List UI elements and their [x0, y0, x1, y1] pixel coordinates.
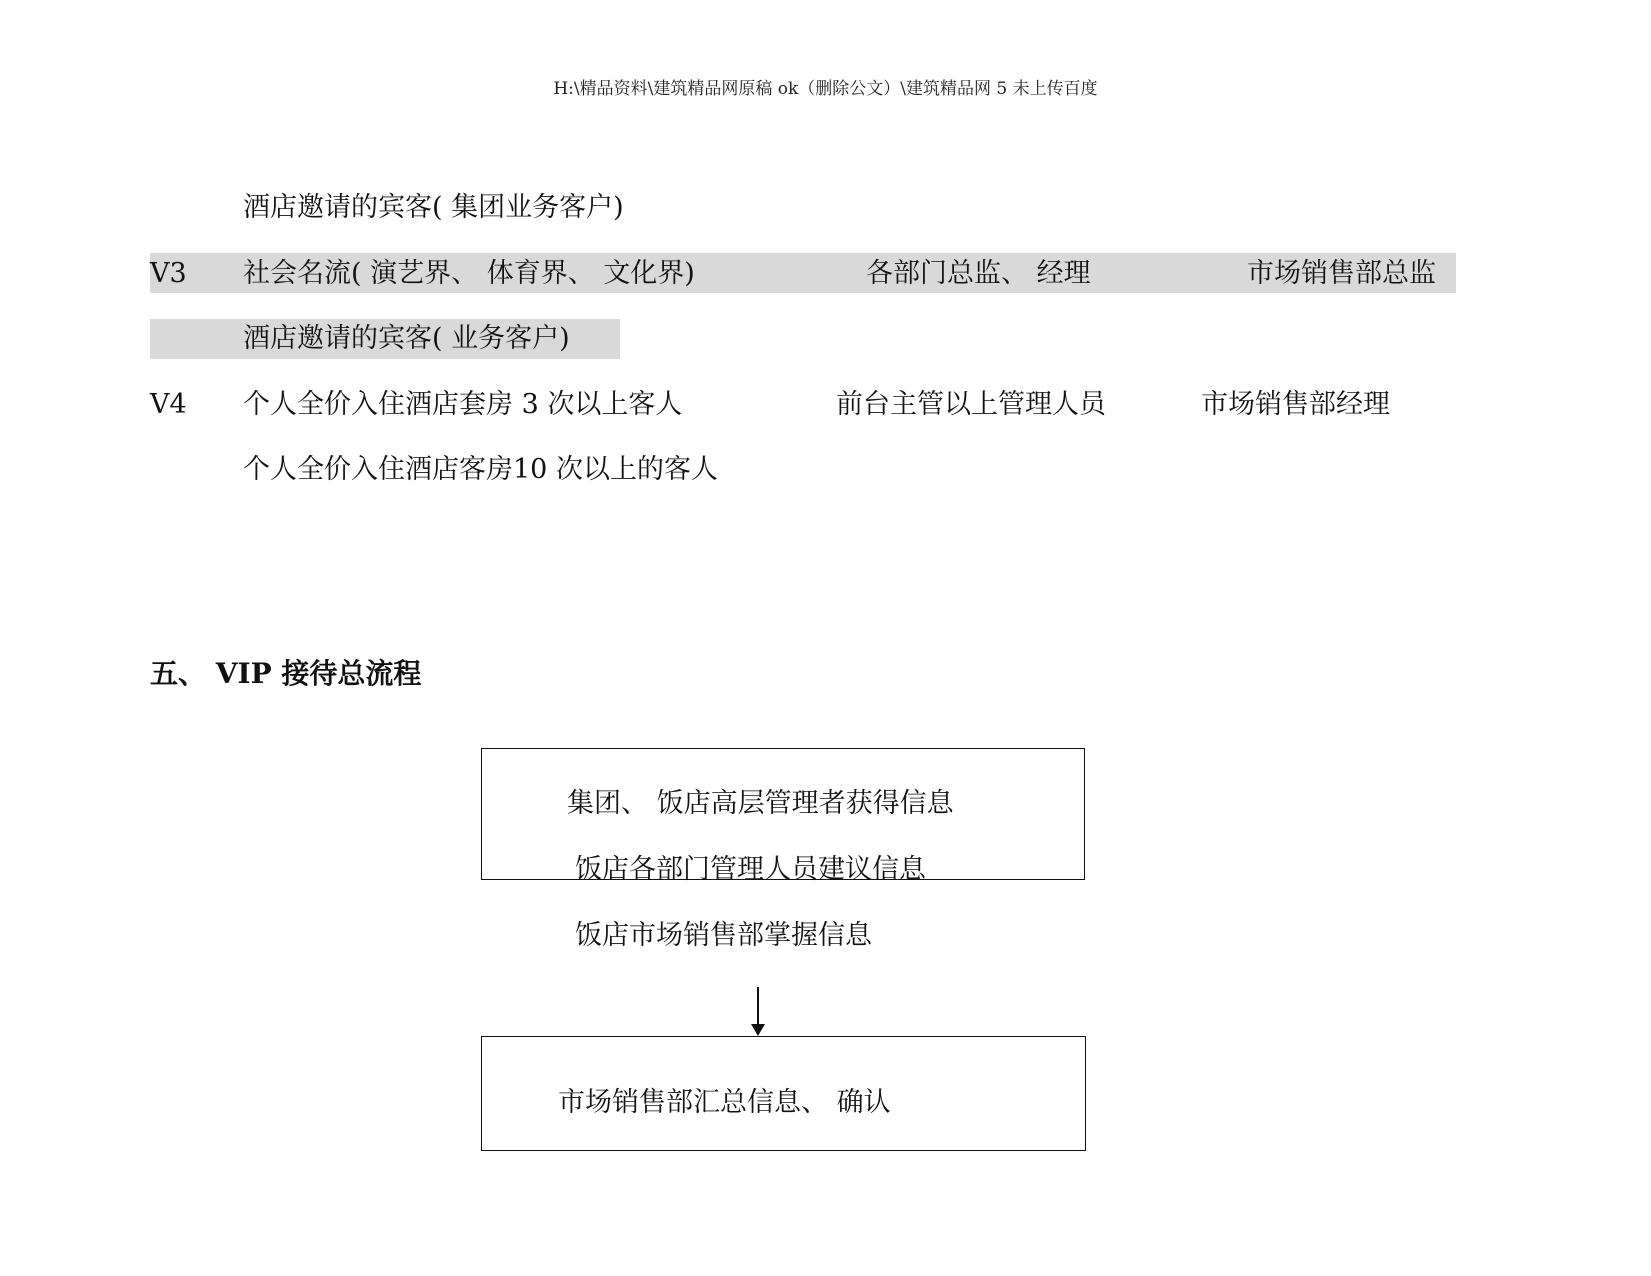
- v4-level: V4: [150, 389, 187, 420]
- v4-guest-2: 个人全价入住酒店客房10 次以上的客人: [243, 454, 718, 485]
- flow-box1-line2: 饭店各部门管理人员建议信息: [575, 854, 926, 885]
- header-file-path: H:\精品资料\建筑精品网原稿 ok（删除公文）\建筑精品网 5 未上传百度: [553, 79, 1098, 99]
- v3-guest: 社会名流( 演艺界、 体育界、 文化界): [243, 258, 695, 289]
- section-title: 五、 VIP 接待总流程: [150, 657, 422, 690]
- flow-box2-line1: 市场销售部汇总信息、 确认: [558, 1087, 891, 1118]
- v3-approver: 市场销售部总监: [1247, 258, 1436, 289]
- v3-recommender: 各部门总监、 经理: [866, 258, 1091, 289]
- flow-arrow-head-icon: [751, 1024, 765, 1036]
- v3-level: V3: [150, 258, 187, 289]
- v4-guest: 个人全价入住酒店套房 3 次以上客人: [243, 389, 683, 420]
- v4-approver: 市场销售部经理: [1201, 389, 1390, 420]
- v3-guest-2: 酒店邀请的宾客( 业务客户): [243, 323, 570, 354]
- flow-box1-line3: 饭店市场销售部掌握信息: [575, 920, 872, 951]
- row-prev-guest: 酒店邀请的宾客( 集团业务客户): [243, 192, 624, 223]
- v4-recommender: 前台主管以上管理人员: [836, 389, 1106, 420]
- flow-box1-line1: 集团、 饭店高层管理者获得信息: [567, 788, 954, 819]
